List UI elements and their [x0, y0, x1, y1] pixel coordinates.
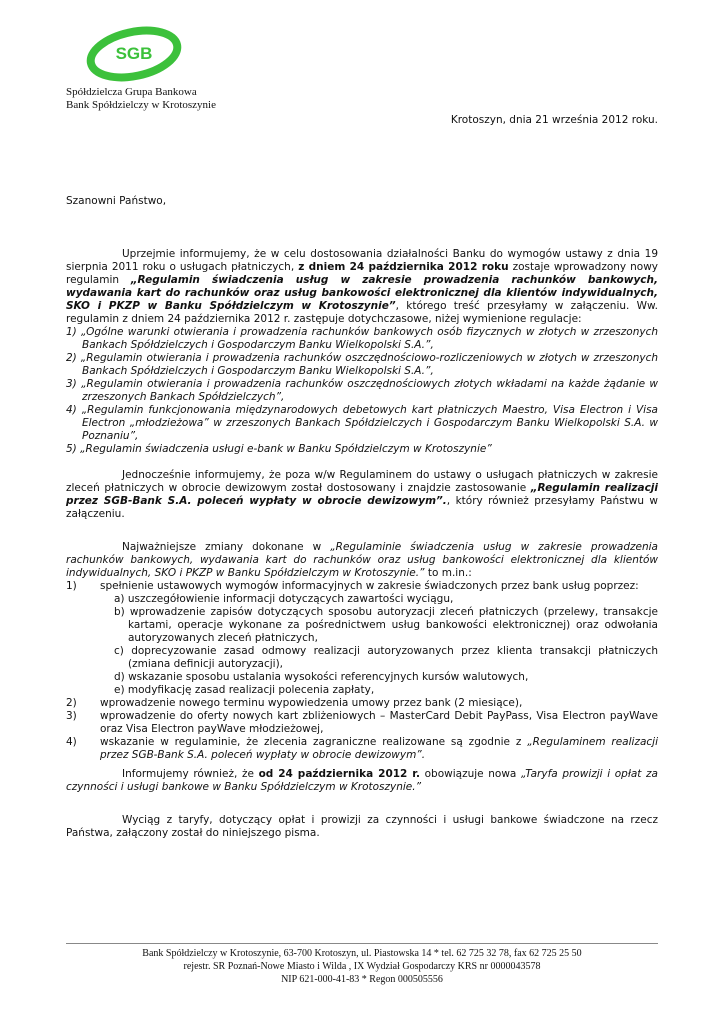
- list-item: 3) wprowadzenie do oferty nowych kart zbliżeniowych – MasterCard Debit PayPass, Visa Electron payWave oraz Visa Electron payWave młodzieżowej,: [66, 710, 658, 735]
- sub-list-item: c) doprecyzowanie zasad odmowy realizacji autoryzowanych przez klienta transakcji płatniczych (zmiana definicji autoryzacji),: [114, 645, 658, 670]
- sub-list-item: e) modyfikację zasad realizacji polecenia zapłaty,: [114, 684, 375, 696]
- footer-address: Bank Spółdzielczy w Krotoszynie, 63-700 Krotoszyn, ul. Piastowska 14 * tel. 62 725 32 78, fax 62 725 25 50: [142, 948, 582, 959]
- sgb-logo: [84, 24, 184, 84]
- paragraph-changes: Najważniejsze zmiany dokonane w „Regulaminie świadczenia usług w zakresie prowadzenia rachunków bankowych, wydawania kart do rachunków oraz usług bankowości elektronicznej dla klientów indywidualnych, SKO i PKZP w Banku Spółdzielczym w Krotoszynie.” to m.in.:: [66, 541, 658, 579]
- sub-list: [100, 593, 658, 697]
- bank-name-block: [66, 86, 216, 112]
- list-item: 2) wprowadzenie nowego terminu wypowiedzenia umowy przez bank (2 miesiące),: [66, 697, 523, 709]
- list-item: 4) wskazanie w regulaminie, że zlecenia zagraniczne realizowane są zgodnie z „Regulaminem realizacji przez SGB-Bank S.A. poleceń wypłaty w obrocie dewizowym”.: [66, 736, 659, 761]
- list-item: 5) „Regulamin świadczenia usługi e-bank w Banku Spółdzielczym w Krotoszynie”: [66, 443, 492, 455]
- paragraph-tariff-extract: Wyciąg z taryfy, dotyczący opłat i prowizji za czynności i usługi bankowe świadczone na rzecz Państwa, załączony został do niniejszego pisma.: [66, 814, 658, 839]
- greeting: Szanowni Państwo,: [66, 195, 167, 207]
- org-line-1: Spółdzielcza Grupa Bankowa: [66, 86, 197, 98]
- list-item: 1) spełnienie ustawowych wymogów informacyjnych w zakresie świadczonych przez bank usług poprzez: a) uszczegółowienie informacji dotyczących zawartości wyciągu, b) wprowadzenie zapisów dotyczących sposobu autoryzacji zleceń płatniczych (przelewy, transakcje kartami, operacje wykonane za pośrednictwem usług bankowości elektronicznej) oraz odwołania autoryzowanych zleceń płatniczych, c) doprecyzowanie zasad odmowy realizacji autoryzowanych przez klienta transakcji płatniczych (zmiana definicji autoryzacji), d) wskazanie sposobu ustalania wysokości referencyjnych kursów walutowych, e) modyfikację zasad realizacji polecenia zapłaty,: [66, 580, 658, 696]
- changes-list: [66, 580, 658, 762]
- sub-list-item: a) uszczegółowienie informacji dotyczących zawartości wyciągu,: [114, 593, 454, 605]
- footer-tax-ids: NIP 621-000-41-83 * Regon 000505556: [281, 974, 443, 985]
- list-item: 4) „Regulamin funkcjonowania międzynarodowych debetowych kart płatniczych Maestro, Visa Electron i Visa Electron „młodzieżowa” w zrzeszonych Bankach Spółdzielczych i Gospodarczym Banku Wielkopolski S.A. w Poznaniu”,: [66, 404, 658, 442]
- sub-list-item: b) wprowadzenie zapisów dotyczących sposobu autoryzacji zleceń płatniczych (przelewy, transakcje kartami, operacje wykonane za pośrednictwem usług bankowości elektronicznej) oraz odwołania autoryzowanych zleceń płatniczych,: [114, 606, 658, 644]
- list-item: 1) „Ogólne warunki otwierania i prowadzenia rachunków bankowych osób fizycznych w złotych w zrzeszonych Bankach Spółdzielczych i Gospodarczym Banku Wielkopolski S.A.”,: [66, 326, 658, 351]
- letter-body: [66, 248, 658, 840]
- letter-date: Krotoszyn, dnia 21 września 2012 roku.: [450, 114, 658, 126]
- footer-divider: [66, 943, 658, 944]
- paragraph-tariff: Informujemy również, że od 24 października 2012 r. obowiązuje nowa „Taryfa prowizji i opłat za czynności i usługi bankowe w Banku Spółdzielczym w Krotoszynie.”: [66, 768, 658, 793]
- list-item: 3) „Regulamin otwierania i prowadzenia rachunków oszczędnościowych złotych wkładami na każde żądanie w zrzeszonych Bankach Spółdzielczych”,: [66, 378, 658, 403]
- sub-list-item: d) wskazanie sposobu ustalania wysokości referencyjnych kursów walutowych,: [114, 671, 529, 683]
- paragraph-currency-regulation: Jednocześnie informujemy, że poza w/w Regulaminem do ustawy o usługach płatniczych w zakresie zleceń płatniczych w obrocie dewizowym został dostosowany i znajdzie zastosowanie „Regulamin realizacji przez SGB-Bank S.A. poleceń wypłaty w obrocie dewizowym”., który również przesyłamy Państwu w załączeniu.: [66, 469, 659, 520]
- org-line-2: Bank Spółdzielczy w Krotoszynie: [66, 99, 216, 111]
- footer: [66, 947, 658, 986]
- list-item: 2) „Regulamin otwierania i prowadzenia rachunków oszczędnościowo-rozliczeniowych w złotych w zrzeszonych Bankach Spółdzielczych i Gospodarczym Banku Wielkopolski S.A.”,: [66, 352, 658, 377]
- paragraph-intro: Uprzejmie informujemy, że w celu dostosowania działalności Banku do wymogów ustawy z dnia 19 sierpnia 2011 roku o usługach płatniczych, z dniem 24 października 2012 roku zostaje wprowadzony nowy regulamin „Regulamin świadczenia usług w zakresie prowadzenia rachunków bankowych, wydawania kart do rachunków oraz usług bankowości elektronicznej dla klientów indywidualnych, SKO i PKZP w Banku Spółdzielczym w Krotoszynie”, którego treść przesyłamy w załączeniu. Ww. regulamin z dniem 24 października 2012 r. zastępuje dotychczasowe, niżej wymienione regulacje:: [66, 248, 659, 325]
- logo-text: SGB: [115, 44, 153, 63]
- old-regulations-list: [66, 326, 658, 456]
- footer-registry: rejestr. SR Poznań-Nowe Miasto i Wilda , IX Wydział Gospodarczy KRS nr 0000043578: [183, 961, 541, 972]
